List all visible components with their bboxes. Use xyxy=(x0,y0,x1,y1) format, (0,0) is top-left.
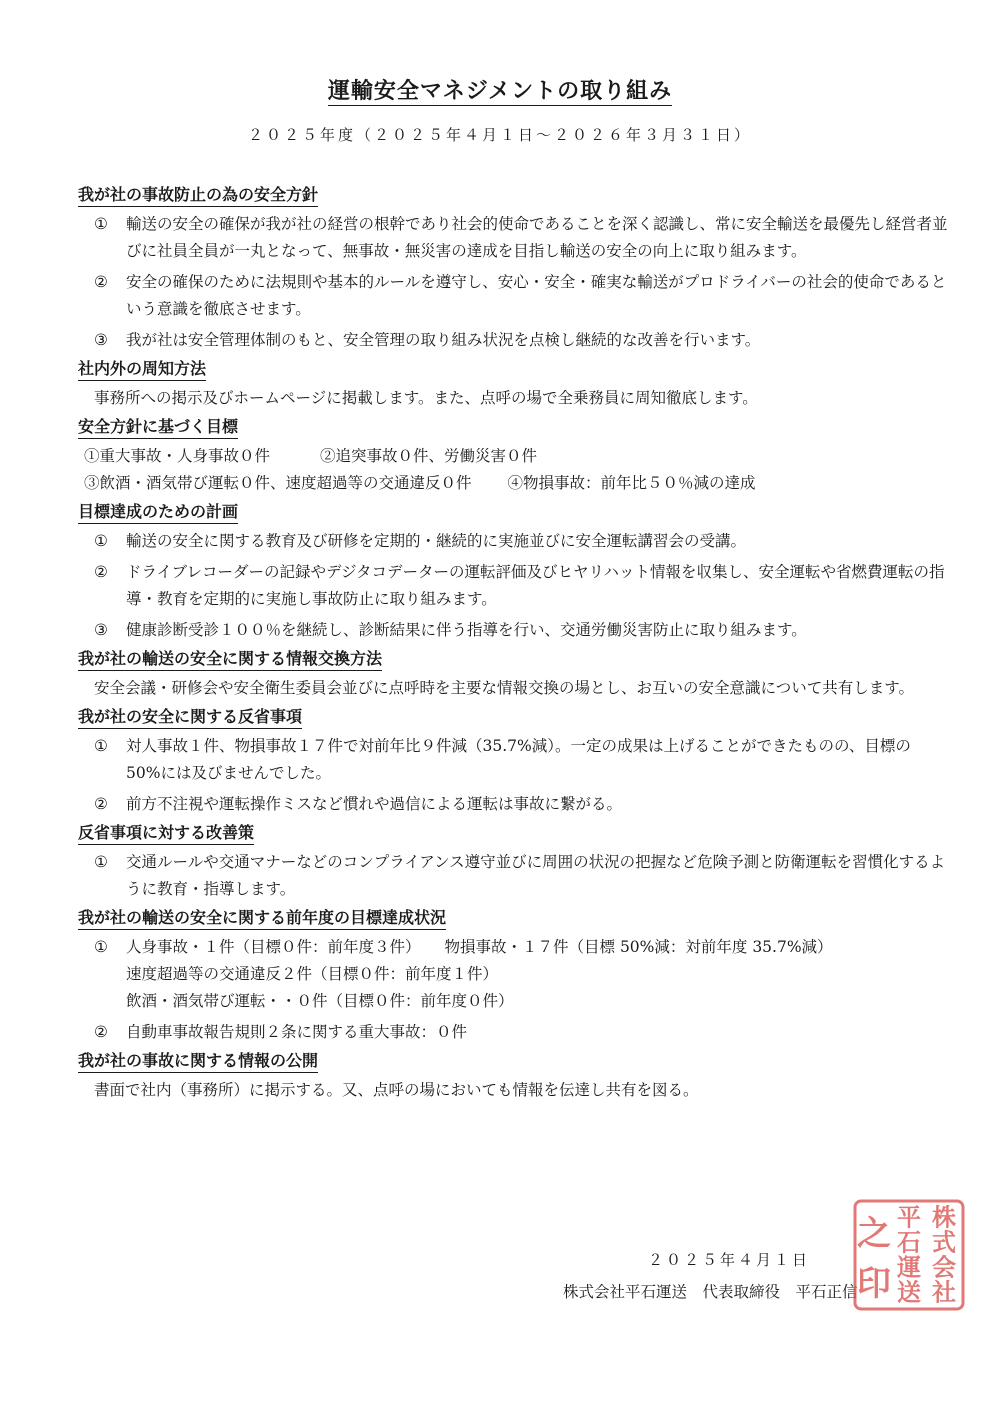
section-heading: 目標達成のための計画 xyxy=(78,501,238,524)
goal-item: ①重大事故・人身事故０件 xyxy=(84,447,271,465)
section-heading: 反省事項に対する改善策 xyxy=(78,822,254,845)
item-text: 前方不注視や運転操作ミスなど慣れや過信による運転は事故に繋がる。 xyxy=(126,795,623,813)
goal-item: ②追突事故０件、労働災害０件 xyxy=(320,447,538,465)
list-item xyxy=(78,1019,948,1046)
item-text: 輸送の安全に関する教育及び研修を定期的・継続的に実施並びに安全運転講習会の受講。 xyxy=(126,532,747,550)
seal-character: 送 xyxy=(897,1277,921,1307)
result-personal-injury: 人身事故・１件（目標０件：前年度３件） xyxy=(126,938,421,956)
result-property-damage: 物損事故・１７件（目標 50%減：対前年度 35.7%減） xyxy=(444,938,833,956)
item-text: 輸送の安全の確保が我が社の経営の根幹であり社会的使命であることを深く認識し、常に安全輸送を最優先し経営者並びに社員全員が一丸となって、無事故・無災害の達成を目指し輸送の安全の向上に取り組みます。 xyxy=(126,215,948,260)
document-title: 運輸安全マネジメントの取り組み xyxy=(327,78,673,104)
item-text: 我が社は安全管理体制のもと、安全管理の取り組み状況を点検し継続的な改善を行います。 xyxy=(126,331,761,349)
list-item xyxy=(78,733,948,787)
section-heading: 安全方針に基づく目標 xyxy=(78,416,238,439)
seal-character: 石 xyxy=(897,1227,921,1257)
item-number: ① xyxy=(94,853,108,871)
seal-character: 社 xyxy=(932,1277,956,1307)
list-item xyxy=(78,849,948,903)
document-period: ２０２５年度（２０２５年４月１日～２０２６年３月３１日） xyxy=(247,126,752,144)
section-heading: 我が社の輸送の安全に関する前年度の目標達成状況 xyxy=(78,907,446,930)
result-speeding: 速度超過等の交通違反２件（目標０件：前年度１件） xyxy=(126,965,499,983)
section-heading: 我が社の事故に関する情報の公開 xyxy=(78,1050,318,1073)
document-body xyxy=(78,184,948,1108)
section-text: 書面で社内（事務所）に掲示する。又、点呼の場においても情報を伝達し共有を図る。 xyxy=(94,1081,699,1099)
goal-item: ③飲酒・酒気帯び運転０件、速度超過等の交通違反０件 xyxy=(84,474,472,492)
seal-character: 印 xyxy=(857,1264,891,1304)
goal-item: ④物損事故：前年比５０％減の達成 xyxy=(507,474,756,492)
item-text: 対人事故１件、物損事故１７件で対前年比９件減（35.7%減）。一定の成果は上げることができたものの、目標の 50%には及びませんでした。 xyxy=(126,737,911,782)
section-info-exchange xyxy=(78,648,948,702)
section-safety-policy xyxy=(78,184,948,354)
section-reflection xyxy=(78,706,948,818)
item-number: ③ xyxy=(94,331,108,349)
item-number: ② xyxy=(94,273,108,291)
list-item xyxy=(78,791,948,818)
section-text: 事務所への掲示及びホームページに掲載します。また、点呼の場で全乗務員に周知徹底します。 xyxy=(94,389,758,407)
list-item xyxy=(78,327,948,354)
company-seal-stamp xyxy=(852,1198,966,1312)
item-number: ① xyxy=(94,737,108,755)
issue-date: ２０２５年４月１日 xyxy=(648,1251,811,1269)
seal-character: 平 xyxy=(897,1202,921,1232)
item-number: ② xyxy=(94,1023,108,1041)
section-heading: 我が社の事故防止の為の安全方針 xyxy=(78,184,318,207)
item-number: ③ xyxy=(94,621,108,639)
seal-character: 株 xyxy=(932,1202,956,1232)
seal-character: 会 xyxy=(932,1252,956,1282)
item-text: 健康診断受診１００％を継続し、診断結果に伴う指導を行い、交通労働災害防止に取り組みます。 xyxy=(126,621,807,639)
item-number: ① xyxy=(94,532,108,550)
section-goals xyxy=(78,416,948,497)
signature-line: 株式会社平石運送 代表取締役 平石正信 xyxy=(563,1283,858,1301)
list-item xyxy=(78,934,948,1015)
section-improvement xyxy=(78,822,948,903)
item-number: ① xyxy=(94,938,108,956)
list-item xyxy=(78,559,948,613)
section-heading: 我が社の安全に関する反省事項 xyxy=(78,706,302,729)
item-text: 自動車事故報告規則２条に関する重大事故：０件 xyxy=(126,1023,468,1041)
list-item xyxy=(78,617,948,644)
item-number: ① xyxy=(94,215,108,233)
item-number: ② xyxy=(94,563,108,581)
seal-character: 運 xyxy=(897,1252,921,1282)
list-item xyxy=(78,211,948,265)
result-drunk-driving: 飲酒・酒気帯び運転・・０件（目標０件：前年度０件） xyxy=(126,992,514,1010)
section-heading: 社内外の周知方法 xyxy=(78,358,206,381)
list-item xyxy=(78,269,948,323)
section-notice-method xyxy=(78,358,948,412)
section-text: 安全会議・研修会や安全衛生委員会並びに点呼時を主要な情報交換の場とし、お互いの安全意識について共有します。 xyxy=(94,679,914,697)
item-text: ドライブレコーダーの記録やデジタコデーターの運転評価及びヒヤリハット情報を収集し、安全運転や省燃費運転の指導・教育を定期的に実施し事故防止に取り組みます。 xyxy=(126,563,945,608)
item-text: 交通ルールや交通マナーなどのコンプライアンス遵守並びに周囲の状況の把握など危険予測と防衛運転を習慣化するように教育・指導します。 xyxy=(126,853,946,898)
item-text: 安全の確保のために法規則や基本的ルールを遵守し、安心・安全・確実な輸送がプロドライバーの社会的使命であるという意識を徹底させます。 xyxy=(126,273,947,318)
section-disclosure xyxy=(78,1050,948,1104)
seal-character: 式 xyxy=(932,1227,956,1257)
list-item xyxy=(78,528,948,555)
section-plan xyxy=(78,501,948,644)
section-previous-results xyxy=(78,907,948,1046)
section-heading: 我が社の輸送の安全に関する情報交換方法 xyxy=(78,648,382,671)
seal-character: 之 xyxy=(857,1214,891,1254)
item-number: ② xyxy=(94,795,108,813)
